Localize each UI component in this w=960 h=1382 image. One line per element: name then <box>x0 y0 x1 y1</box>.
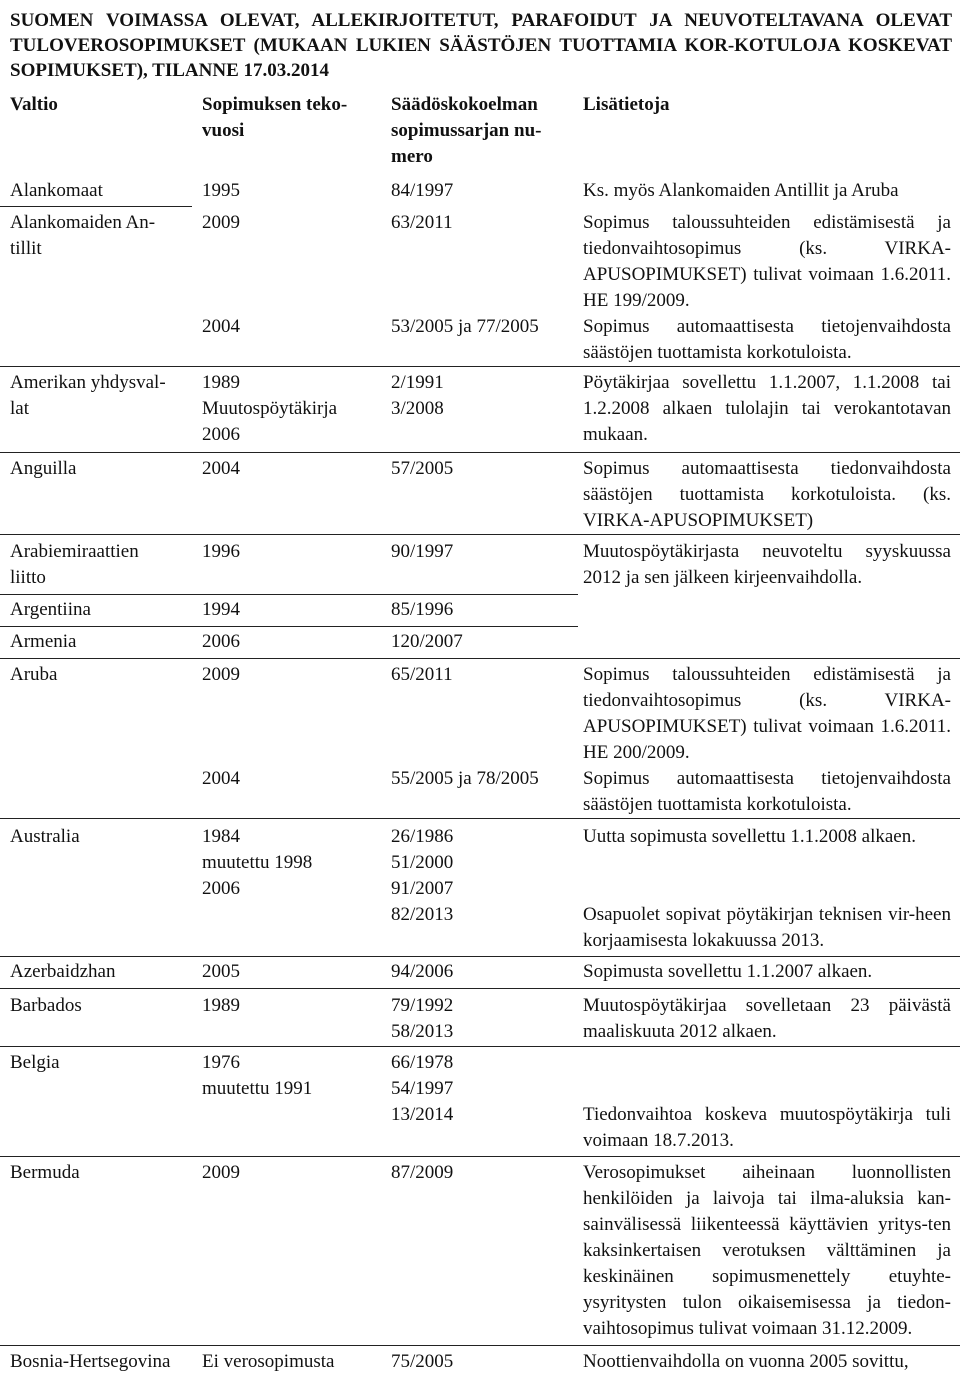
num-arabiemiraatit: 90/1997 <box>391 541 454 562</box>
year-bosnia: Ei verosopimusta <box>202 1351 335 1372</box>
num-amerikka: 2/1991 3/2008 <box>391 372 444 419</box>
num-azerbaidzhan: 94/2006 <box>391 961 454 982</box>
row-divider <box>0 594 578 595</box>
row-divider <box>0 452 960 453</box>
year-azerbaidzhan: 2005 <box>202 961 240 982</box>
state-barbados: Barbados <box>10 995 82 1016</box>
year-antillit-1: 2009 <box>202 212 240 233</box>
row-divider <box>0 366 960 367</box>
num-antillit-2: 53/2005 ja 77/2005 <box>391 316 539 337</box>
row-divider <box>0 206 192 207</box>
info-barbados: Muutospöytäkirjaa sovelletaan 23 päivästä maaliskuuta 2012 alkaen. <box>583 995 951 1042</box>
state-aruba: Aruba <box>10 664 58 685</box>
year-alankomaat: 1995 <box>202 180 240 201</box>
num-australia: 26/1986 51/2000 91/2007 82/2013 <box>391 826 454 925</box>
year-barbados: 1989 <box>202 995 240 1016</box>
info-bermuda: Verosopimukset aiheinaan luonnollisten henkilöiden ja laivoja tai ilma-aluksia kan-sainvälisessä liikenteessä käyttävien yritys-ten kaksinkertaisen verotuksen välttäminen ja keskinäinen sopimusmenettely etuyhte-ysyritysten tulon oikaisemisessa ja tiedon-vaihtosopimus tulivat voimaan 31.12.2009. <box>583 1162 951 1339</box>
row-divider <box>0 626 578 627</box>
year-aruba-2: 2004 <box>202 768 240 789</box>
year-bermuda: 2009 <box>202 1162 240 1183</box>
header-state: Valtio <box>10 94 58 115</box>
info-arabiemiraatit: Muutospöytäkirjasta neuvoteltu syyskuussa 2012 ja sen jälkeen kirjeenvaihdolla. <box>583 541 951 588</box>
info-azerbaidzhan: Sopimusta sovellettu 1.1.2007 alkaen. <box>583 961 873 982</box>
document-title: SUOMEN VOIMASSA OLEVAT, ALLEKIRJOITETUT, PARAFOIDUT JA NEUVOTELTAVANA OLEVAT TULOVEROSOPIMUKSET (MUKAAN LUKIEN SÄÄSTÖJEN TUOTTAMIA KOR-KOTULOJA KOSKEVAT SOPIMUKSET), TILANNE 17.03.2014 <box>10 10 952 81</box>
num-aruba-2: 55/2005 ja 78/2005 <box>391 768 539 789</box>
info-anguilla: Sopimus automaattisesta tiedonvaihdosta säästöjen tuottamista korkotuloista. (ks. VIRKA-APUSOPIMUKSET) <box>583 458 951 531</box>
row-divider <box>0 1046 960 1047</box>
num-alankomaat: 84/1997 <box>391 180 454 201</box>
info-antillit-2: Sopimus automaattisesta tietojenvaihdosta säästöjen tuottamista korkotuloista. <box>583 316 951 363</box>
row-divider <box>0 1156 960 1157</box>
num-belgia: 66/1978 54/1997 13/2014 <box>391 1052 454 1125</box>
header-info: Lisätietoja <box>583 94 670 115</box>
num-aruba-1: 65/2011 <box>391 664 453 685</box>
info-antillit-1: Sopimus taloussuhteiden edistämisestä ja tiedonvaihtosopimus (ks. VIRKA-APUSOPIMUKSET) tulivat voimaan 1.6.2011. HE 199/2009. <box>583 212 951 311</box>
info-belgia: Tiedonvaihtoa koskeva muutospöytäkirja tuli voimaan 18.7.2013. <box>583 1104 951 1151</box>
state-anguilla: Anguilla <box>10 458 77 479</box>
row-divider <box>0 818 960 819</box>
info-bosnia: Noottienvaihdolla on vuonna 2005 sovittu, <box>583 1351 909 1372</box>
num-bosnia: 75/2005 <box>391 1351 454 1372</box>
num-argentiina: 85/1996 <box>391 599 454 620</box>
year-antillit-2: 2004 <box>202 316 240 337</box>
state-antillit: Alankomaiden An- tillit <box>10 212 156 259</box>
year-belgia: 1976 muutettu 1991 <box>202 1052 313 1099</box>
info-alankomaat: Ks. myös Alankomaiden Antillit ja Aruba <box>583 180 899 201</box>
header-year: Sopimuksen teko- vuosi <box>202 94 348 141</box>
year-aruba-1: 2009 <box>202 664 240 685</box>
row-divider <box>0 988 960 989</box>
state-bermuda: Bermuda <box>10 1162 80 1183</box>
state-bosnia: Bosnia-Hertsegovina <box>10 1351 171 1372</box>
state-argentiina: Argentiina <box>10 599 91 620</box>
info-aruba-2: Sopimus automaattisesta tietojenvaihdosta säästöjen tuottamista korkotuloista. <box>583 768 951 815</box>
num-armenia: 120/2007 <box>391 631 463 652</box>
year-armenia: 2006 <box>202 631 240 652</box>
year-arabiemiraatit: 1996 <box>202 541 240 562</box>
year-australia: 1984 muutettu 1998 2006 <box>202 826 313 899</box>
num-bermuda: 87/2009 <box>391 1162 454 1183</box>
state-azerbaidzhan: Azerbaidzhan <box>10 961 116 982</box>
year-amerikka: 1989 Muutospöytäkirja 2006 <box>202 372 338 445</box>
info-amerikka: Pöytäkirjaa sovellettu 1.1.2007, 1.1.2008 tai 1.2.2008 alkaen tulolajin tai verokantotavan mukaan. <box>583 372 951 445</box>
state-belgia: Belgia <box>10 1052 60 1073</box>
state-amerikka: Amerikan yhdysval- lat <box>10 372 166 419</box>
info-aruba-1: Sopimus taloussuhteiden edistämisestä ja tiedonvaihtosopimus (ks. VIRKA-APUSOPIMUKSET) tulivat voimaan 1.6.2011. HE 200/2009. <box>583 664 951 763</box>
year-anguilla: 2004 <box>202 458 240 479</box>
state-alankomaat: Alankomaat <box>10 180 103 201</box>
num-anguilla: 57/2005 <box>391 458 454 479</box>
info-australia-1: Uutta sopimusta sovellettu 1.1.2008 alkaen. <box>583 826 916 847</box>
year-argentiina: 1994 <box>202 599 240 620</box>
num-antillit-1: 63/2011 <box>391 212 453 233</box>
row-divider <box>0 956 960 957</box>
state-armenia: Armenia <box>10 631 77 652</box>
state-arabiemiraatit: Arabiemiraattien liitto <box>10 541 139 588</box>
num-barbados: 79/1992 58/2013 <box>391 995 454 1042</box>
row-divider <box>0 534 960 535</box>
row-divider <box>0 1345 960 1346</box>
info-australia-2: Osapuolet sopivat pöytäkirjan teknisen vir-heen korjaamisesta lokakuussa 2013. <box>583 904 951 951</box>
header-series: Säädöskokoelman sopimussarjan nu- mero <box>391 94 542 167</box>
state-australia: Australia <box>10 826 80 847</box>
row-divider <box>0 658 960 659</box>
